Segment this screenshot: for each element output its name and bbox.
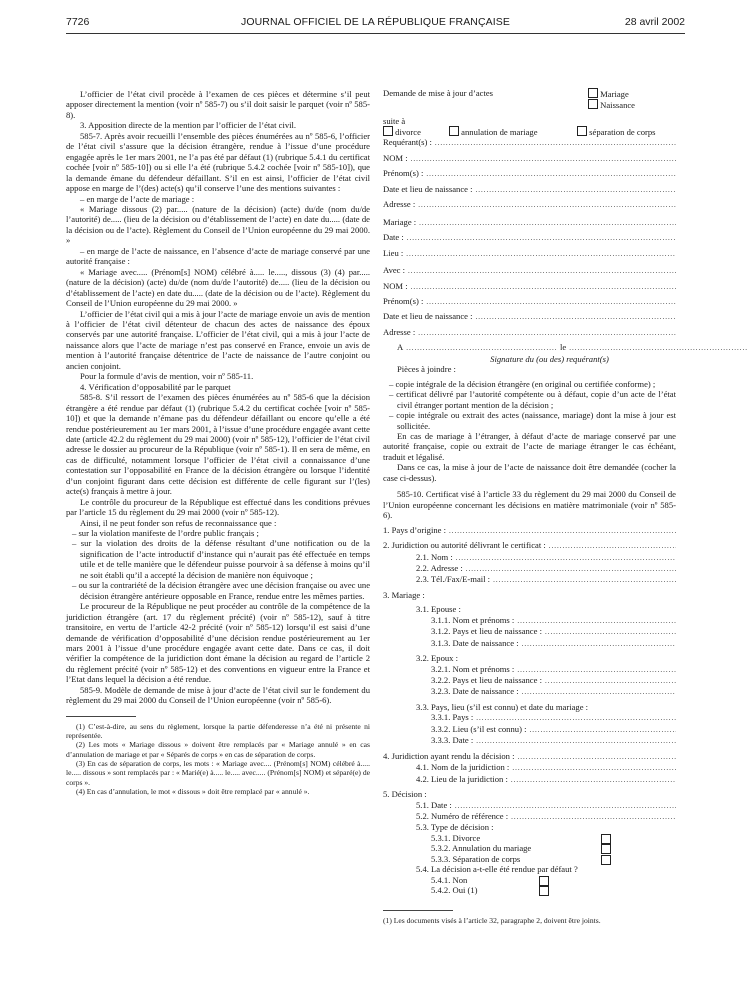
field-lieu[interactable]	[383, 248, 676, 259]
field-adresse[interactable]	[383, 199, 676, 210]
fill-line	[406, 343, 557, 353]
footnote: (2) Les mots « Mariage dissous » doivent être remplacés par « Mariage annulé » en cas d’annulation de mariage et par « Séparés de corps » en cas de séparation de corps.	[66, 740, 370, 759]
fill-line	[435, 138, 676, 148]
field-label: 3.1.3. Date de naissance :	[431, 637, 519, 648]
cert-5-3-1	[383, 833, 676, 844]
paragraph: Pour la formule d’avis de mention, voir nº 585-11.	[80, 371, 254, 382]
fill-line	[545, 676, 676, 686]
footnote: (1) C’est-à-dire, au sens du règlement, lorsque la partie défenderesse n’a été ni présente ni représentée.	[66, 721, 370, 741]
fill-line	[476, 736, 676, 746]
list-item: – sur la violation des droits de la défense résultant d’une notification ou de la signification de l’acte introductif d’instance qui n’aurait pas été effectuée en temps utile et de telle manière que le défendeur puisse pourvoir à sa défense à moins qu’il ne soit établi qu’il a accepté la décision de manière non équivoque ;	[72, 538, 370, 580]
field-date-lieu-naissance-conjoint[interactable]	[383, 311, 676, 322]
field-label: Requérant(s) :	[383, 137, 432, 148]
cert-5-1[interactable]	[383, 800, 676, 811]
checkbox-label: séparation de corps	[589, 127, 656, 138]
checkbox-oui[interactable]	[539, 886, 549, 896]
checkbox-annulation-decision[interactable]	[601, 844, 611, 854]
option-label: 5.4.2. Oui (1)	[431, 885, 478, 896]
fill-line	[517, 616, 676, 626]
field-label: Mariage :	[383, 216, 417, 227]
suite-label: suite à	[383, 116, 406, 126]
cert-5-4-2	[383, 885, 676, 896]
fill-line	[466, 564, 676, 574]
checkbox-annulation[interactable]	[449, 126, 459, 136]
field-nom[interactable]	[383, 153, 676, 164]
field-a[interactable]	[383, 342, 557, 353]
checkbox-divorce[interactable]	[383, 126, 393, 136]
fill-line	[522, 687, 676, 697]
cert-3-3-1[interactable]	[383, 712, 676, 723]
field-label: Prénom(s) :	[383, 168, 424, 179]
checkbox-label: Mariage	[600, 89, 629, 99]
field-label: 3.1.1. Nom et prénoms :	[431, 614, 515, 625]
field-label: 2.1. Nom :	[416, 551, 453, 562]
field-nom-conjoint[interactable]	[383, 281, 676, 292]
checkbox-mariage[interactable]	[588, 88, 598, 98]
footnotes	[66, 722, 370, 796]
checkbox-label: divorce	[395, 127, 421, 138]
fill-line	[419, 218, 676, 228]
fill-line	[529, 725, 676, 735]
checkbox-non[interactable]	[539, 876, 549, 886]
fill-line	[411, 154, 676, 164]
page-number: 7726	[66, 16, 90, 28]
field-label: 3.2.3. Date de naissance :	[431, 686, 519, 697]
field-label: 1. Pays d’origine :	[383, 524, 447, 535]
list-item: – certificat délivré par l’autorité compétente ou à défaut, copie d’un acte de l’état civil étranger portant mention de la décision ;	[389, 389, 676, 410]
fill-line	[456, 553, 676, 563]
cert-2-1[interactable]	[383, 552, 676, 563]
fill-line	[418, 200, 676, 210]
cert-5-4-1	[383, 875, 676, 886]
fill-line	[426, 297, 676, 307]
fill-line	[407, 233, 676, 243]
cert-5-2[interactable]	[383, 811, 676, 822]
list-item: – en marge de l’acte de naissance, en l’absence d’acte de mariage conservé par une autorité française :	[66, 245, 370, 267]
section-heading: 3. Apposition directe de la mention par l’officier de l’état civil.	[80, 120, 297, 131]
cert-3-3-3[interactable]	[383, 735, 676, 746]
form-title: Demande de mise à jour d’actes	[383, 88, 494, 98]
fill-line	[511, 812, 676, 822]
header-rule	[66, 33, 685, 34]
footnote-rule	[383, 910, 453, 911]
fill-line	[408, 266, 676, 276]
option-label: 5.4.1. Non	[431, 874, 468, 885]
signature-line: Signature du (ou des) requérant(s)	[490, 353, 609, 364]
field-label: 3.3.1. Pays :	[431, 712, 474, 723]
field-label: Lieu :	[383, 247, 404, 258]
field-label: 2.2. Adresse :	[416, 562, 463, 573]
cert-3-3-2[interactable]	[383, 724, 676, 735]
fill-line	[418, 328, 676, 338]
pieces-title: Pièces à joindre :	[397, 364, 456, 375]
cert-4-1[interactable]	[383, 762, 676, 773]
field-le[interactable]	[557, 342, 748, 353]
checkbox-label: Naissance	[600, 100, 635, 110]
field-label: Adresse :	[383, 199, 416, 210]
cert-3-2-3[interactable]	[383, 686, 676, 697]
fill-line	[476, 713, 676, 723]
checkbox-naissance[interactable]	[588, 99, 598, 109]
cert-3-1-2[interactable]	[383, 626, 676, 637]
cert-4-2[interactable]	[383, 774, 676, 785]
field-label: Adresse :	[383, 326, 416, 337]
cert-5: 5. Décision :	[383, 789, 427, 800]
fill-line	[512, 763, 676, 773]
reason-options	[383, 126, 676, 137]
fill-line	[426, 169, 676, 179]
fill-line	[522, 639, 676, 649]
field-mariage[interactable]	[383, 217, 676, 228]
cert-4[interactable]	[383, 751, 676, 762]
field-requerant[interactable]	[383, 137, 676, 148]
fill-line	[406, 249, 676, 259]
paragraph: 585-8. S’il ressort de l’examen des pièces énumérées au nº 585-6 que la décision étrangère a été rendue par défaut (1) (rubrique 5.4.2 du certificat cochée [voir nº 585-10]) et que la demande n’émane pas du défendeur défaillant ou encore qu’elle a été rendue postérieurement au 1er mars 2001, à l’issue d’une procédure engagée avant cette date (article 42.2 du règlement du 29 mai 2000) (voir nº 585-12), l’officier de l’état civil adresse le dossier au procureur de la République (voir nº 585-1). Il en sera de même, en cas de difficulté, notamment lorsque l’officier de l’état civil a connaissance d’une contestation sur l’opposabilité en France de la décision étrangère ou lorsque l’identité d’un conjoint figurant dans cette décision est différente de celle figurant sur l’(les) acte(s) français à mettre à jour.	[66, 392, 370, 497]
fill-line	[475, 312, 676, 322]
mention-quote: « Mariage avec..... (Prénom[s] NOM) célébré à..... le....., dissous (3) (4) par..... (nature de la décision) (acte) du/de (nom du/de l’autorité) de..... (lieu de la décision ou d’établissement de l’acte) en date du..... (date de la décision ou de l’acte). Règlement du Conseil de l’Union européenne du 29 mai 2000. »	[66, 266, 370, 309]
form-title-row	[383, 88, 676, 112]
fill-line	[549, 541, 676, 551]
fill-line	[475, 185, 676, 195]
cert-5-3-3	[383, 854, 676, 865]
option-label: 5.3.2. Annulation du mariage	[431, 843, 532, 854]
cert-5-4: 5.4. La décision a-t-elle été rendue par défaut ?	[416, 864, 578, 875]
cert-3: 3. Mariage :	[383, 589, 425, 600]
field-label: 3.3.3. Date :	[431, 735, 474, 746]
option-label: 5.3.1. Divorce	[431, 832, 481, 843]
field-label: Date :	[383, 232, 404, 243]
field-prenoms-conjoint[interactable]	[383, 296, 676, 307]
field-label: NOM :	[383, 280, 408, 291]
checkbox-separation-decision[interactable]	[601, 855, 611, 865]
fill-line	[545, 627, 676, 637]
paragraph: L’officier de l’état civil procède à l’examen de ces pièces et détermine s’il peut apposer directement la mention (voir nº 585-7) ou s’il doit saisir le parquet (voir nº 585-8).	[66, 89, 370, 120]
page-header	[66, 16, 685, 32]
paragraph: Le contrôle du procureur de la République est effectué dans les conditions prévues par l’article 15 du règlement du 29 mai 2000 (voir nº 585-12).	[66, 496, 370, 518]
field-label: le	[560, 342, 567, 353]
fill-line	[518, 752, 677, 762]
field-label: NOM :	[383, 152, 408, 163]
fill-line	[569, 343, 748, 353]
checkbox-label: annulation de mariage	[461, 127, 538, 138]
cert-5-3-2	[383, 843, 676, 854]
list-item: – copie intégrale ou extrait des actes (naissance, mariage) dont la mise à jour est sollicitée.	[389, 410, 676, 431]
field-label: 4.1. Nom de la juridiction :	[416, 762, 510, 773]
fill-line	[411, 282, 676, 292]
fill-line	[493, 575, 676, 585]
field-label: A	[397, 342, 404, 353]
field-label: 5.2. Numéro de référence :	[416, 811, 509, 822]
field-label: Date et lieu de naissance :	[383, 183, 473, 194]
cert-2-3[interactable]	[383, 574, 676, 585]
footnote: (4) En cas d’annulation, le mot « dissous » doit être remplacé par « annulé ».	[76, 786, 310, 796]
issue-date: 28 avril 2002	[624, 16, 685, 28]
cert-5-3: 5.3. Type de décision :	[416, 822, 494, 833]
field-label: 4. Juridiction ayant rendu la décision :	[383, 750, 515, 761]
cert-3-2-2[interactable]	[383, 675, 676, 686]
list-item: – copie intégrale de la décision étrangère (en original ou certifiée conforme) ;	[389, 378, 656, 389]
cert-2-2[interactable]	[383, 563, 676, 574]
fill-line	[511, 775, 676, 785]
footnote: (3) En cas de séparation de corps, les mots : « Mariage avec.... (Prénom[s] NOM) célébré à..... le..... dissous » sont remplacés par : « Marié(e) à..... le..... avec..... (Prénom[s] NOM) et séparé(e) de corps ».	[66, 758, 370, 787]
right-column	[383, 88, 676, 925]
cert-3-3: 3.3. Pays, lieu (s’il est connu) et date du mariage :	[416, 701, 589, 712]
option-label: 5.3.3. Séparation de corps	[431, 853, 521, 864]
field-label: Date et lieu de naissance :	[383, 311, 473, 322]
footnote-rule	[66, 716, 136, 717]
list-item: – ou sur la contrariété de la décision étrangère avec une décision française ou avec une décision étrangère antérieure opposable en France, rendue entre les mêmes parties.	[72, 580, 371, 601]
cert-1[interactable]	[383, 525, 676, 536]
cert-3-2: 3.2. Epoux :	[416, 653, 459, 664]
fill-line	[449, 526, 676, 536]
paragraph: 585-9. Modèle de demande de mise à jour d’acte de l’état civil sur le fondement du règlement du 29 mai 2000 du Conseil de l’Union européenne (voir nº 585-6).	[66, 684, 370, 706]
left-column	[66, 89, 370, 796]
fill-line	[517, 665, 676, 675]
field-date[interactable]	[383, 232, 676, 243]
field-label: 5.1. Date :	[416, 799, 452, 810]
paragraph: 585-7. Après avoir recueilli l’ensemble des pièces énumérées au nº 585-6, l’officier de l’état civil s’assure que la décision étrangère, rendue à l’issue d’une procédure engagée après le 1er mars 2001, ne l’a pas été par défaut (1) (rubrique 5.4.1 du certificat cochée [voir nº 585-10]) ou si elle l’a été (rubrique 5.4.2 cochée [voir nº 585-10]), que la demande émane du défendeur défaillant. S’il en est ainsi, l’officier de l’état civil appose en marge de l’(des) acte(s) qu’il conserve l’une des mentions suivantes :	[66, 130, 370, 194]
paragraph: Le procureur de la République ne peut procéder au contrôle de la compétence de la juridiction étrangère (art. 17 du règlement précité) (voir nº 585-12), sauf à titre transitoire, en vertu de l’article 42-2 précité (voir nº 585-12) lorsqu’il est saisi d’une demande de vérification d’opposabilité d’une décision rendue postérieurement au 1er mars 2001 à l’issue d’une procédure engagée avant cette date. Dans ce cas, il doit vérifier la compétence de la juridiction dont émane la décision au regard de l’article 2 du règlement précité (voir nº 585-12) et des conventions en vigueur entre la France et l’Etat dans lequel la décision a été rendue.	[66, 601, 370, 685]
place-date-row	[383, 342, 676, 353]
field-label: 2. Juridiction ou autorité délivrant le certificat :	[383, 540, 546, 551]
field-label: 4.2. Lieu de la juridiction :	[416, 773, 508, 784]
cert-3-2-1[interactable]	[383, 664, 676, 675]
cert-3-1-1[interactable]	[383, 615, 676, 626]
section-heading: 4. Vérification d’opposabilité par le parquet	[80, 381, 231, 392]
paragraph: L’officier de l’état civil qui a mis à jour l’acte de mariage envoie un avis de mention à l’officier de l’état civil détenteur de chacun des actes de naissance des époux conservés par une autorité française. L’officier de l’état civil, qui a mis à jour l’acte de naissance alors que l’acte de mariage n’est pas conservé en France, envoie un avis de mention à l’autorité française détentrice de l’acte de naissance de l’autre conjoint ou ancien conjoint.	[66, 308, 370, 371]
field-date-lieu-naissance[interactable]	[383, 184, 676, 195]
field-label: 3.2.1. Nom et prénoms :	[431, 663, 515, 674]
field-adresse-conjoint[interactable]	[383, 327, 676, 338]
field-label: 3.2.2. Pays et lieu de naissance :	[431, 675, 542, 686]
cert-2[interactable]	[383, 540, 676, 551]
paragraph: Dans ce cas, la mise à jour de l’acte de naissance doit être demandée (cocher la case ci-dessus).	[383, 462, 676, 483]
journal-title: JOURNAL OFFICIEL DE LA RÉPUBLIQUE FRANÇAISE	[241, 16, 510, 28]
cert-3-1: 3.1. Epouse :	[416, 604, 461, 615]
field-label: Prénom(s) :	[383, 295, 424, 306]
field-label: 2.3. Tél./Fax/E-mail :	[416, 574, 491, 585]
checkbox-separation[interactable]	[577, 126, 587, 136]
field-label: Avec :	[383, 265, 406, 276]
footnote: (1) Les documents visés à l’article 32, paragraphe 2, doivent être joints.	[383, 915, 601, 925]
checkbox-divorce-decision[interactable]	[601, 834, 611, 844]
fill-line	[455, 801, 676, 811]
field-avec[interactable]	[383, 265, 676, 276]
field-label: 3.1.2. Pays et lieu de naissance :	[431, 626, 542, 637]
field-prenoms[interactable]	[383, 168, 676, 179]
mention-quote: « Mariage dissous (2) par..... (nature de la décision) (acte) du/de (nom du/de l’autorité) de..... (lieu de la décision ou d’établissement de l’acte) en date du..... (date de la décision ou de l’acte). Règlement du Conseil de l’Union européenne du 29 mai 2000. »	[66, 203, 370, 246]
paragraph: En cas de mariage à l’étranger, à défaut d’acte de mariage conservé par une autorité française, copie ou extrait de l’acte de mariage étranger le cas échéant, traduit et légalisé.	[383, 430, 676, 462]
paragraph: Ainsi, il ne peut fonder son refus de reconnaissance que :	[80, 517, 277, 528]
list-item: – sur la violation manifeste de l’ordre public français ;	[72, 528, 259, 539]
field-label: 3.3.2. Lieu (s’il est connu) :	[431, 723, 527, 734]
list-item: – en marge de l’acte de mariage :	[80, 193, 195, 204]
paragraph: 585-10. Certificat visé à l’article 33 du règlement du 29 mai 2000 du Conseil de l’Union européenne concernant les décisions en matière matrimoniale (voir nº 585-6).	[383, 489, 676, 521]
cert-3-1-3[interactable]	[383, 638, 676, 649]
